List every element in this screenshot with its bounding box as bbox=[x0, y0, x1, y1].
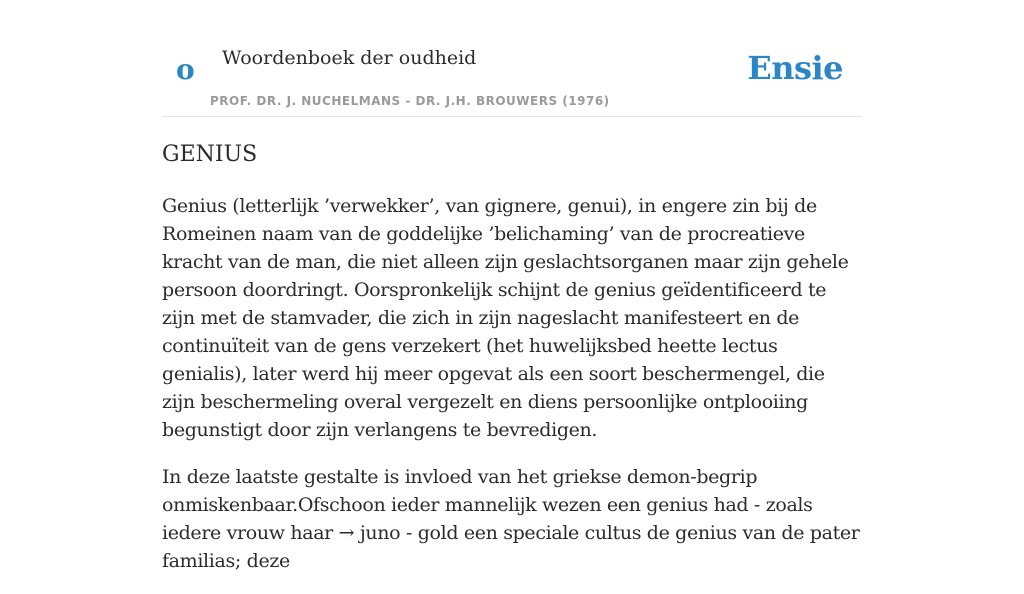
site-header bbox=[162, 30, 862, 117]
book-authors: PROF. DR. J. NUCHELMANS - DR. J.H. BROUWERS (1976) bbox=[210, 94, 610, 108]
entry-headword: GENIUS bbox=[162, 142, 258, 167]
entry-paragraph: In deze laatste gestalte is invloed van het griekse demon-begrip onmiskenbaar.Ofschoon ieder mannelijk wezen een genius had - zoals iedere vrouw haar → juno - gold een speciale cultus de genius van de pater familias; deze bbox=[162, 466, 860, 572]
book-title[interactable]: Woordenboek der oudheid bbox=[222, 47, 477, 69]
index-letter[interactable]: o bbox=[176, 53, 195, 86]
brand-logo-link[interactable]: Ensie bbox=[747, 49, 843, 87]
entry-article bbox=[162, 192, 862, 594]
entry-paragraph: Genius (letterlijk ’verwekker’, van gignere, genui), in engere zin bij de Romeinen naam van de goddelijke ’belichaming’ van de procreatieve kracht van de man, die niet alleen zijn geslachtsorganen maar zijn gehele persoon doordringt. Oorspronkelijk schijnt de genius geïdentificeerd te zijn met de stamvader, die zich in zijn nageslacht manifesteert en de continuïteit van de gens verzekert (het huwelijksbed heette lectus genialis), later werd hij meer opgevat als een soort beschermengel, die zijn beschermeling overal vergezelt en diens persoonlijke ontplooiing begunstigt door zijn verlangens te bevredigen. bbox=[162, 195, 849, 441]
